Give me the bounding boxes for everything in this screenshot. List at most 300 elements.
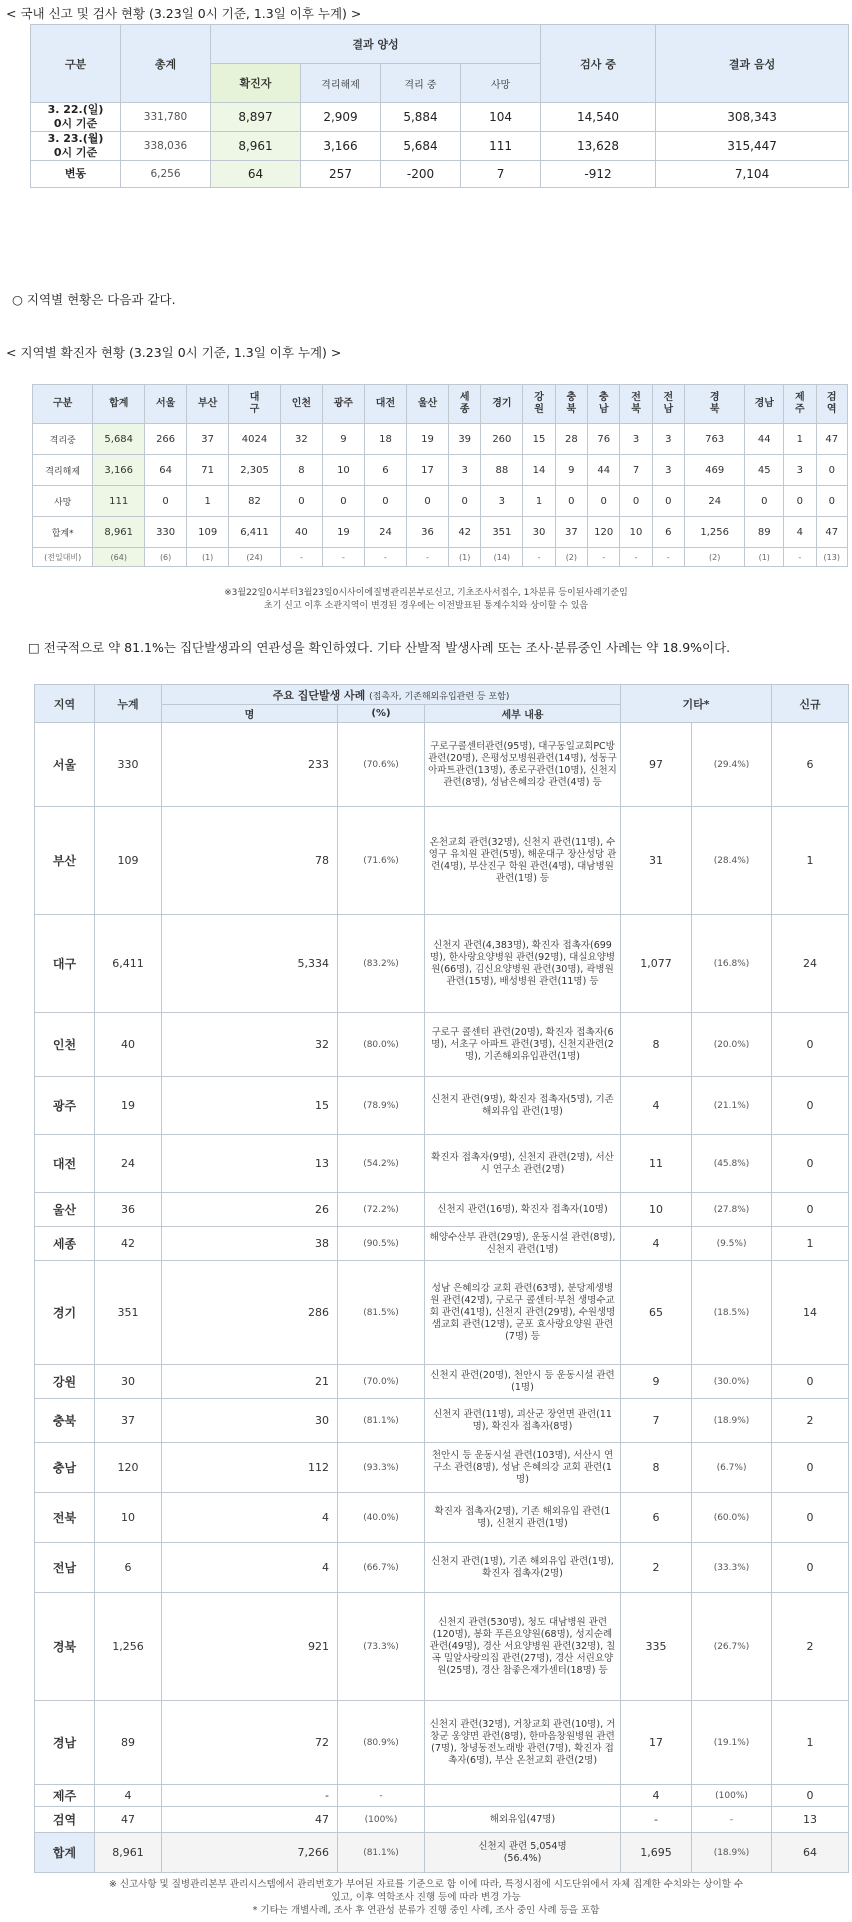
cluster-note-line-3: * 기타는 개별사례, 조사 후 연관성 분류가 진행 중인 사례, 조사 중인 사례 등을 포함: [252, 1905, 600, 1916]
cluster-detail: [425, 1399, 621, 1443]
other-pct: (20.0%): [692, 1013, 772, 1077]
row-label-line: 3. 22.(일): [47, 103, 104, 116]
row-label-line: 0시 기준: [53, 117, 98, 130]
column-header-line: 충: [566, 392, 577, 403]
row-label: 격리해제: [33, 455, 93, 486]
column-header-line: 강: [534, 392, 544, 403]
table-cell: 308,343: [656, 103, 849, 132]
column-header: [449, 385, 481, 424]
table-cell: 1: [784, 424, 816, 455]
table-cell: 13,628: [541, 132, 656, 161]
cluster-count: 72: [162, 1701, 338, 1785]
table-cell: 120: [588, 517, 620, 548]
table-cell: 24: [685, 486, 745, 517]
column-header-line: 역: [826, 404, 837, 415]
table-cell: (1): [187, 548, 229, 567]
cluster-pct: (78.9%): [338, 1077, 425, 1135]
header-pct: (%): [338, 705, 425, 723]
table-row: [35, 1701, 849, 1785]
table-cell: 0: [816, 486, 848, 517]
table-cell: 0: [816, 455, 848, 486]
region-name: 충남: [35, 1443, 95, 1493]
cumulative-count: 330: [95, 723, 162, 807]
region-name: 서울: [35, 723, 95, 807]
table-cell: 1: [187, 486, 229, 517]
table-row: [35, 1261, 849, 1365]
other-pct: (29.4%): [692, 723, 772, 807]
table-cell: 0: [280, 486, 322, 517]
cluster-pct: (70.0%): [338, 1365, 425, 1399]
column-header: [145, 385, 187, 424]
other-count: 2: [621, 1543, 692, 1593]
other-count: 4: [621, 1227, 692, 1261]
cluster-pct: (73.3%): [338, 1593, 425, 1701]
table-row: [33, 548, 848, 567]
table-cell: 0: [745, 486, 784, 517]
cluster-detail: [425, 807, 621, 915]
other-pct: (33.3%): [692, 1543, 772, 1593]
cumulative-count: 19: [95, 1077, 162, 1135]
cumulative-count: 6,411: [95, 915, 162, 1013]
cluster-pct: (83.2%): [338, 915, 425, 1013]
table-cell: 469: [685, 455, 745, 486]
table-row: [35, 1077, 849, 1135]
column-header-line: 대: [249, 392, 260, 403]
header-confirmed: 확진자: [211, 64, 301, 103]
cluster-count: 13: [162, 1135, 338, 1193]
table-cell: 8,961: [211, 132, 301, 161]
cumulative-count: 37: [95, 1399, 162, 1443]
table-cell: 7: [461, 161, 541, 188]
cluster-detail-line: 신천지 관련(9명), 확진자 접촉자(5명), 기존 해외유입 관련(1명): [431, 1093, 614, 1117]
table-cell: 19: [322, 517, 364, 548]
cluster-detail-line: 해외유입(47명): [489, 1813, 556, 1825]
region-name: 부산: [35, 807, 95, 915]
column-header: [187, 385, 229, 424]
column-header-line: 인천: [291, 398, 312, 409]
column-header-line: 북: [709, 404, 720, 415]
column-header: [745, 385, 784, 424]
table-row: [31, 132, 849, 161]
cumulative-count: 42: [95, 1227, 162, 1261]
cluster-detail-line: 신천지 관련(1명), 기존 해외유입 관련(1명), 확진자 접촉자(2명): [431, 1555, 614, 1579]
cluster-count: 38: [162, 1227, 338, 1261]
new-count: 0: [772, 1365, 849, 1399]
cluster-note-line-1: ※ 신고사항 및 질병관리본부 관리시스템에서 관리번호가 부여된 자료를 기준으로 함 이에 따라, 특정시점에 시도단위에서 자체 집계한 수치와는 상이할 수: [108, 1879, 744, 1890]
other-count: 6: [621, 1493, 692, 1543]
column-header-line: 광주: [333, 398, 354, 409]
other-count: 11: [621, 1135, 692, 1193]
cumulative-count: 4: [95, 1785, 162, 1807]
column-header-line: 제: [795, 392, 805, 403]
cluster-detail: [425, 1077, 621, 1135]
cluster-detail-line: 천안시 등 운동시설 관련(103명), 서산시 연구소 관련(8명), 성남 은혜의강 교회 관련(1명): [431, 1449, 614, 1485]
table-cell: 763: [685, 424, 745, 455]
table-row: [35, 1399, 849, 1443]
row-label: 격리중: [33, 424, 93, 455]
column-header: [229, 385, 281, 424]
table-cell: 4024: [229, 424, 281, 455]
cluster-detail: [425, 1543, 621, 1593]
regional-note-line-1: ※3월22일0시부터3월23일0시사이에질병관리본부로신고, 기초조사서접수, 1차분류 등이된사례기준임: [224, 588, 628, 598]
cluster-pct: (66.7%): [338, 1543, 425, 1593]
table-cell: 3: [784, 455, 816, 486]
region-name: 전북: [35, 1493, 95, 1543]
table-cell: 28: [555, 424, 587, 455]
table-row: [35, 1593, 849, 1701]
cluster-detail-line: (56.4%): [503, 1852, 542, 1864]
cluster-detail: [425, 1443, 621, 1493]
header-deaths: 사망: [461, 64, 541, 103]
cluster-detail: [425, 1135, 621, 1193]
table-cell: 104: [461, 103, 541, 132]
other-pct: (28.4%): [692, 807, 772, 915]
header-detail: 세부 내용: [425, 705, 621, 723]
region-name: 검역: [35, 1807, 95, 1833]
table-cell: 8,897: [211, 103, 301, 132]
table-cell: 19: [406, 424, 448, 455]
table-cell: 37: [555, 517, 587, 548]
region-name: 합계: [35, 1833, 95, 1873]
new-count: 24: [772, 915, 849, 1013]
cluster-detail: [425, 1807, 621, 1833]
cumulative-count: 10: [95, 1493, 162, 1543]
region-name: 제주: [35, 1785, 95, 1807]
table-row: [31, 103, 849, 132]
table-row: [35, 1807, 849, 1833]
row-label-line: 변동: [64, 167, 87, 180]
other-count: -: [621, 1807, 692, 1833]
table-cell: 4: [784, 517, 816, 548]
cluster-detail: [425, 1593, 621, 1701]
row-label-line: 3. 23.(월): [47, 132, 104, 145]
table-cell: 47: [816, 517, 848, 548]
table-cell: (24): [229, 548, 281, 567]
cluster-table: [34, 684, 849, 1873]
column-header-line: 경기: [492, 398, 512, 409]
table-cell: 5,684: [381, 132, 461, 161]
table-cell: 64: [211, 161, 301, 188]
table-cell: 89: [745, 517, 784, 548]
table-cell: 8,961: [93, 517, 145, 548]
other-pct: (60.0%): [692, 1493, 772, 1543]
table-cell: -200: [381, 161, 461, 188]
region-name: 울산: [35, 1193, 95, 1227]
column-header: [406, 385, 448, 424]
header-cluster-note: (접촉자, 기존해외유입관련 등 포함): [369, 691, 510, 702]
table-cell: 76: [588, 424, 620, 455]
table-cell: 1,256: [685, 517, 745, 548]
section1-title: < 국내 신고 및 검사 현황 (3.23일 0시 기준, 1.3일 이후 누계) >: [6, 6, 362, 21]
table-row: [31, 161, 849, 188]
column-header-line: 경: [709, 392, 720, 403]
cluster-detail-line: 온천교회 관련(32명), 신천지 관련(11명), 수영구 유치원 관련(5명), 해운대구 장산성당 관련(4명), 부산진구 학원 관련(4명), 대남병원 관련(1명) 등: [428, 836, 617, 884]
column-header: [481, 385, 523, 424]
other-count: 335: [621, 1593, 692, 1701]
table-row: [33, 486, 848, 517]
column-header: [816, 385, 848, 424]
table-cell: (1): [745, 548, 784, 567]
cluster-pct: (80.0%): [338, 1013, 425, 1077]
other-pct: (21.1%): [692, 1077, 772, 1135]
cumulative-count: 1,256: [95, 1593, 162, 1701]
row-label: [31, 103, 121, 132]
cluster-count: 4: [162, 1493, 338, 1543]
region-name: 인천: [35, 1013, 95, 1077]
cluster-pct: (100%): [338, 1807, 425, 1833]
new-count: 0: [772, 1443, 849, 1493]
cumulative-count: 120: [95, 1443, 162, 1493]
region-name: 충북: [35, 1399, 95, 1443]
table-cell: 6: [652, 517, 684, 548]
other-count: 4: [621, 1785, 692, 1807]
table-cell: 32: [280, 424, 322, 455]
cluster-pct: (72.2%): [338, 1193, 425, 1227]
region-name: 대구: [35, 915, 95, 1013]
cumulative-count: 351: [95, 1261, 162, 1365]
other-pct: (100%): [692, 1785, 772, 1807]
table-cell: (2): [555, 548, 587, 567]
table-cell: 6,256: [121, 161, 211, 188]
section2-title: < 지역별 확진자 현황 (3.23일 0시 기준, 1.3일 이후 누계) >: [6, 345, 342, 360]
table-row: [33, 517, 848, 548]
cluster-pct: (93.3%): [338, 1443, 425, 1493]
other-count: 17: [621, 1701, 692, 1785]
header-positive: 결과 양성: [211, 25, 541, 64]
table-cell: 24: [364, 517, 406, 548]
column-header-line: 구분: [53, 398, 73, 409]
table-cell: -912: [541, 161, 656, 188]
table-cell: 6,411: [229, 517, 281, 548]
table-cell: 2,909: [301, 103, 381, 132]
table-cell: 3,166: [301, 132, 381, 161]
table-cell: -: [280, 548, 322, 567]
other-pct: (18.9%): [692, 1399, 772, 1443]
other-count: 97: [621, 723, 692, 807]
cluster-count: 30: [162, 1399, 338, 1443]
table-row: [35, 1135, 849, 1193]
cumulative-count: 47: [95, 1807, 162, 1833]
table-row: [35, 1013, 849, 1077]
column-header: [280, 385, 322, 424]
cluster-pct: -: [338, 1785, 425, 1807]
other-count: 10: [621, 1193, 692, 1227]
table-cell: 15: [523, 424, 555, 455]
column-header-line: 울산: [417, 398, 438, 409]
other-pct: (45.8%): [692, 1135, 772, 1193]
column-header: [588, 385, 620, 424]
cluster-count: 5,334: [162, 915, 338, 1013]
cluster-pct: (71.6%): [338, 807, 425, 915]
table-cell: 10: [322, 455, 364, 486]
table-cell: 0: [588, 486, 620, 517]
table-cell: 0: [322, 486, 364, 517]
cluster-pct: (90.5%): [338, 1227, 425, 1261]
table-cell: 109: [187, 517, 229, 548]
column-header-line: 남: [598, 404, 609, 415]
other-count: 31: [621, 807, 692, 915]
table-cell: (13): [816, 548, 848, 567]
table-cell: 330: [145, 517, 187, 548]
column-header: [364, 385, 406, 424]
table-cell: 40: [280, 517, 322, 548]
cluster-detail-line: 신천지 관련(530명), 청도 대남병원 관련(120명), 봉화 푸른요양원(68명), 성지순례 관련(49명), 경산 서요양병원 관련(32명), 칠곡 밀알사랑의집 관련(27명), 경산 서린요양원(25명), 경산 참좋은재가센터(18명) 등: [429, 1616, 616, 1676]
cumulative-count: 40: [95, 1013, 162, 1077]
table-cell: 266: [145, 424, 187, 455]
cumulative-count: 24: [95, 1135, 162, 1193]
column-header: [523, 385, 555, 424]
cumulative-count: 30: [95, 1365, 162, 1399]
table-row: [35, 1227, 849, 1261]
header-cluster: [162, 685, 621, 705]
table-cell: 0: [449, 486, 481, 517]
table-row: [35, 1493, 849, 1543]
new-count: 2: [772, 1593, 849, 1701]
row-label: 사망: [33, 486, 93, 517]
cumulative-count: 6: [95, 1543, 162, 1593]
column-header: [652, 385, 684, 424]
table-cell: 7,104: [656, 161, 849, 188]
header-negative: 결과 음성: [656, 25, 849, 103]
new-count: 2: [772, 1399, 849, 1443]
cluster-count: 286: [162, 1261, 338, 1365]
header-isolated: 격리 중: [381, 64, 461, 103]
new-count: 0: [772, 1077, 849, 1135]
cluster-detail-line: 해양수산부 관련(29명), 운동시설 관련(8명), 신천지 관련(1명): [429, 1231, 616, 1255]
row-label: [31, 132, 121, 161]
table-cell: 44: [588, 455, 620, 486]
table-cell: 257: [301, 161, 381, 188]
cluster-count: 233: [162, 723, 338, 807]
row-label: 합계*: [33, 517, 93, 548]
table-cell: 45: [745, 455, 784, 486]
new-count: 64: [772, 1833, 849, 1873]
column-header-line: 북: [631, 404, 641, 415]
column-header-line: 종: [459, 404, 470, 415]
other-count: 9: [621, 1365, 692, 1399]
cluster-detail-line: 신천지 관련(32명), 거창교회 관련(10명), 거창군 웅양면 관련(8명), 한마음창원병원 관련(7명), 창녕동전노래방 관련(7명), 확진자 접촉자(6명), 부산 온천교회 관련(2명): [429, 1718, 616, 1766]
cluster-pct: (81.1%): [338, 1833, 425, 1873]
region-name: 경남: [35, 1701, 95, 1785]
region-name: 전남: [35, 1543, 95, 1593]
table-cell: 82: [229, 486, 281, 517]
region-name: 경북: [35, 1593, 95, 1701]
region-name: 경기: [35, 1261, 95, 1365]
cluster-count: 15: [162, 1077, 338, 1135]
column-header-line: 전: [631, 392, 641, 403]
table-cell: (1): [449, 548, 481, 567]
column-header: [620, 385, 652, 424]
table-cell: 0: [652, 486, 684, 517]
column-header-line: 전: [663, 392, 674, 403]
table-cell: 88: [481, 455, 523, 486]
table-cell: (14): [481, 548, 523, 567]
table-cell: 39: [449, 424, 481, 455]
cluster-pct: (54.2%): [338, 1135, 425, 1193]
table-row: [35, 915, 849, 1013]
other-count: 8: [621, 1443, 692, 1493]
table-cell: 7: [620, 455, 652, 486]
cluster-detail-line: 신천지 관련(20명), 천안시 등 운동시설 관련(1명): [430, 1369, 615, 1393]
column-header-line: 서울: [155, 398, 176, 409]
row-label: (전일대비): [33, 548, 93, 567]
table-cell: 37: [187, 424, 229, 455]
table-cell: 351: [481, 517, 523, 548]
cluster-detail: [425, 1785, 621, 1807]
table-cell: 3: [652, 424, 684, 455]
table-cell: 0: [145, 486, 187, 517]
other-count: 65: [621, 1261, 692, 1365]
table-cell: 9: [322, 424, 364, 455]
header-new: 신규: [772, 685, 849, 723]
cluster-pct: (81.5%): [338, 1261, 425, 1365]
cumulative-count: 109: [95, 807, 162, 915]
column-header: [555, 385, 587, 424]
cumulative-count: 89: [95, 1701, 162, 1785]
new-count: 6: [772, 723, 849, 807]
table-cell: 0: [406, 486, 448, 517]
cluster-detail: [425, 723, 621, 807]
table-cell: 10: [620, 517, 652, 548]
table-cell: 30: [523, 517, 555, 548]
table-cell: (2): [685, 548, 745, 567]
cluster-detail-line: 확진자 접촉자(9명), 신천지 관련(2명), 서산시 연구소 관련(2명): [431, 1151, 614, 1175]
cumulative-count: 8,961: [95, 1833, 162, 1873]
new-count: 1: [772, 807, 849, 915]
new-count: 13: [772, 1807, 849, 1833]
cluster-note-line-2: 있고, 이후 역학조사 진행 등에 따라 변경 가능: [331, 1892, 521, 1903]
cluster-pct: (70.6%): [338, 723, 425, 807]
column-header-line: 부산: [197, 398, 218, 409]
table-cell: 44: [745, 424, 784, 455]
column-header-line: 주: [795, 404, 805, 415]
header-count: 명: [162, 705, 338, 723]
cluster-detail-line: 신천지 관련 5,054명: [478, 1840, 567, 1852]
other-pct: (18.5%): [692, 1261, 772, 1365]
other-pct: (9.5%): [692, 1227, 772, 1261]
cluster-detail-line: 신천지 관련(11명), 괴산군 장연면 관련(11명), 확진자 접촉자(8명): [433, 1408, 612, 1432]
region-name: 대전: [35, 1135, 95, 1193]
column-header-line: 검: [826, 392, 837, 403]
table-cell: -: [620, 548, 652, 567]
column-header: [33, 385, 93, 424]
cluster-detail-line: 성남 은혜의강 교회 관련(63명), 분당제생병원 관련(42명), 구로구 콜센터·부천 생명수교회 관련(41명), 신천지 관련(29명), 수원생명샘교회 관련(12명), 군포 효사랑요양원 관련(7명) 등: [429, 1282, 616, 1342]
row-label-line: 0시 기준: [53, 146, 98, 159]
table-cell: 338,036: [121, 132, 211, 161]
table-cell: 3: [620, 424, 652, 455]
table-cell: 0: [784, 486, 816, 517]
other-pct: (26.7%): [692, 1593, 772, 1701]
other-pct: -: [692, 1807, 772, 1833]
header-cumulative: 누계: [95, 685, 162, 723]
other-count: 1,077: [621, 915, 692, 1013]
table-row: [33, 424, 848, 455]
table-cell: -: [364, 548, 406, 567]
cluster-count: 21: [162, 1365, 338, 1399]
column-header-line: 대전: [375, 398, 396, 409]
column-header-line: 경남: [754, 398, 774, 409]
cluster-statement: □ 전국적으로 약 81.1%는 집단발생과의 연관성을 확인하였다. 기타 산발적 발생사례 또는 조사·분류중인 사례는 약 18.9%이다.: [28, 640, 731, 655]
cluster-count: -: [162, 1785, 338, 1807]
region-name: 강원: [35, 1365, 95, 1399]
table-cell: 18: [364, 424, 406, 455]
table-cell: (64): [93, 548, 145, 567]
region-name: 세종: [35, 1227, 95, 1261]
new-count: 0: [772, 1493, 849, 1543]
column-header-line: 세: [459, 392, 470, 403]
regional-status-text: ○ 지역별 현황은 다음과 같다.: [12, 292, 176, 307]
cluster-detail: [425, 1365, 621, 1399]
